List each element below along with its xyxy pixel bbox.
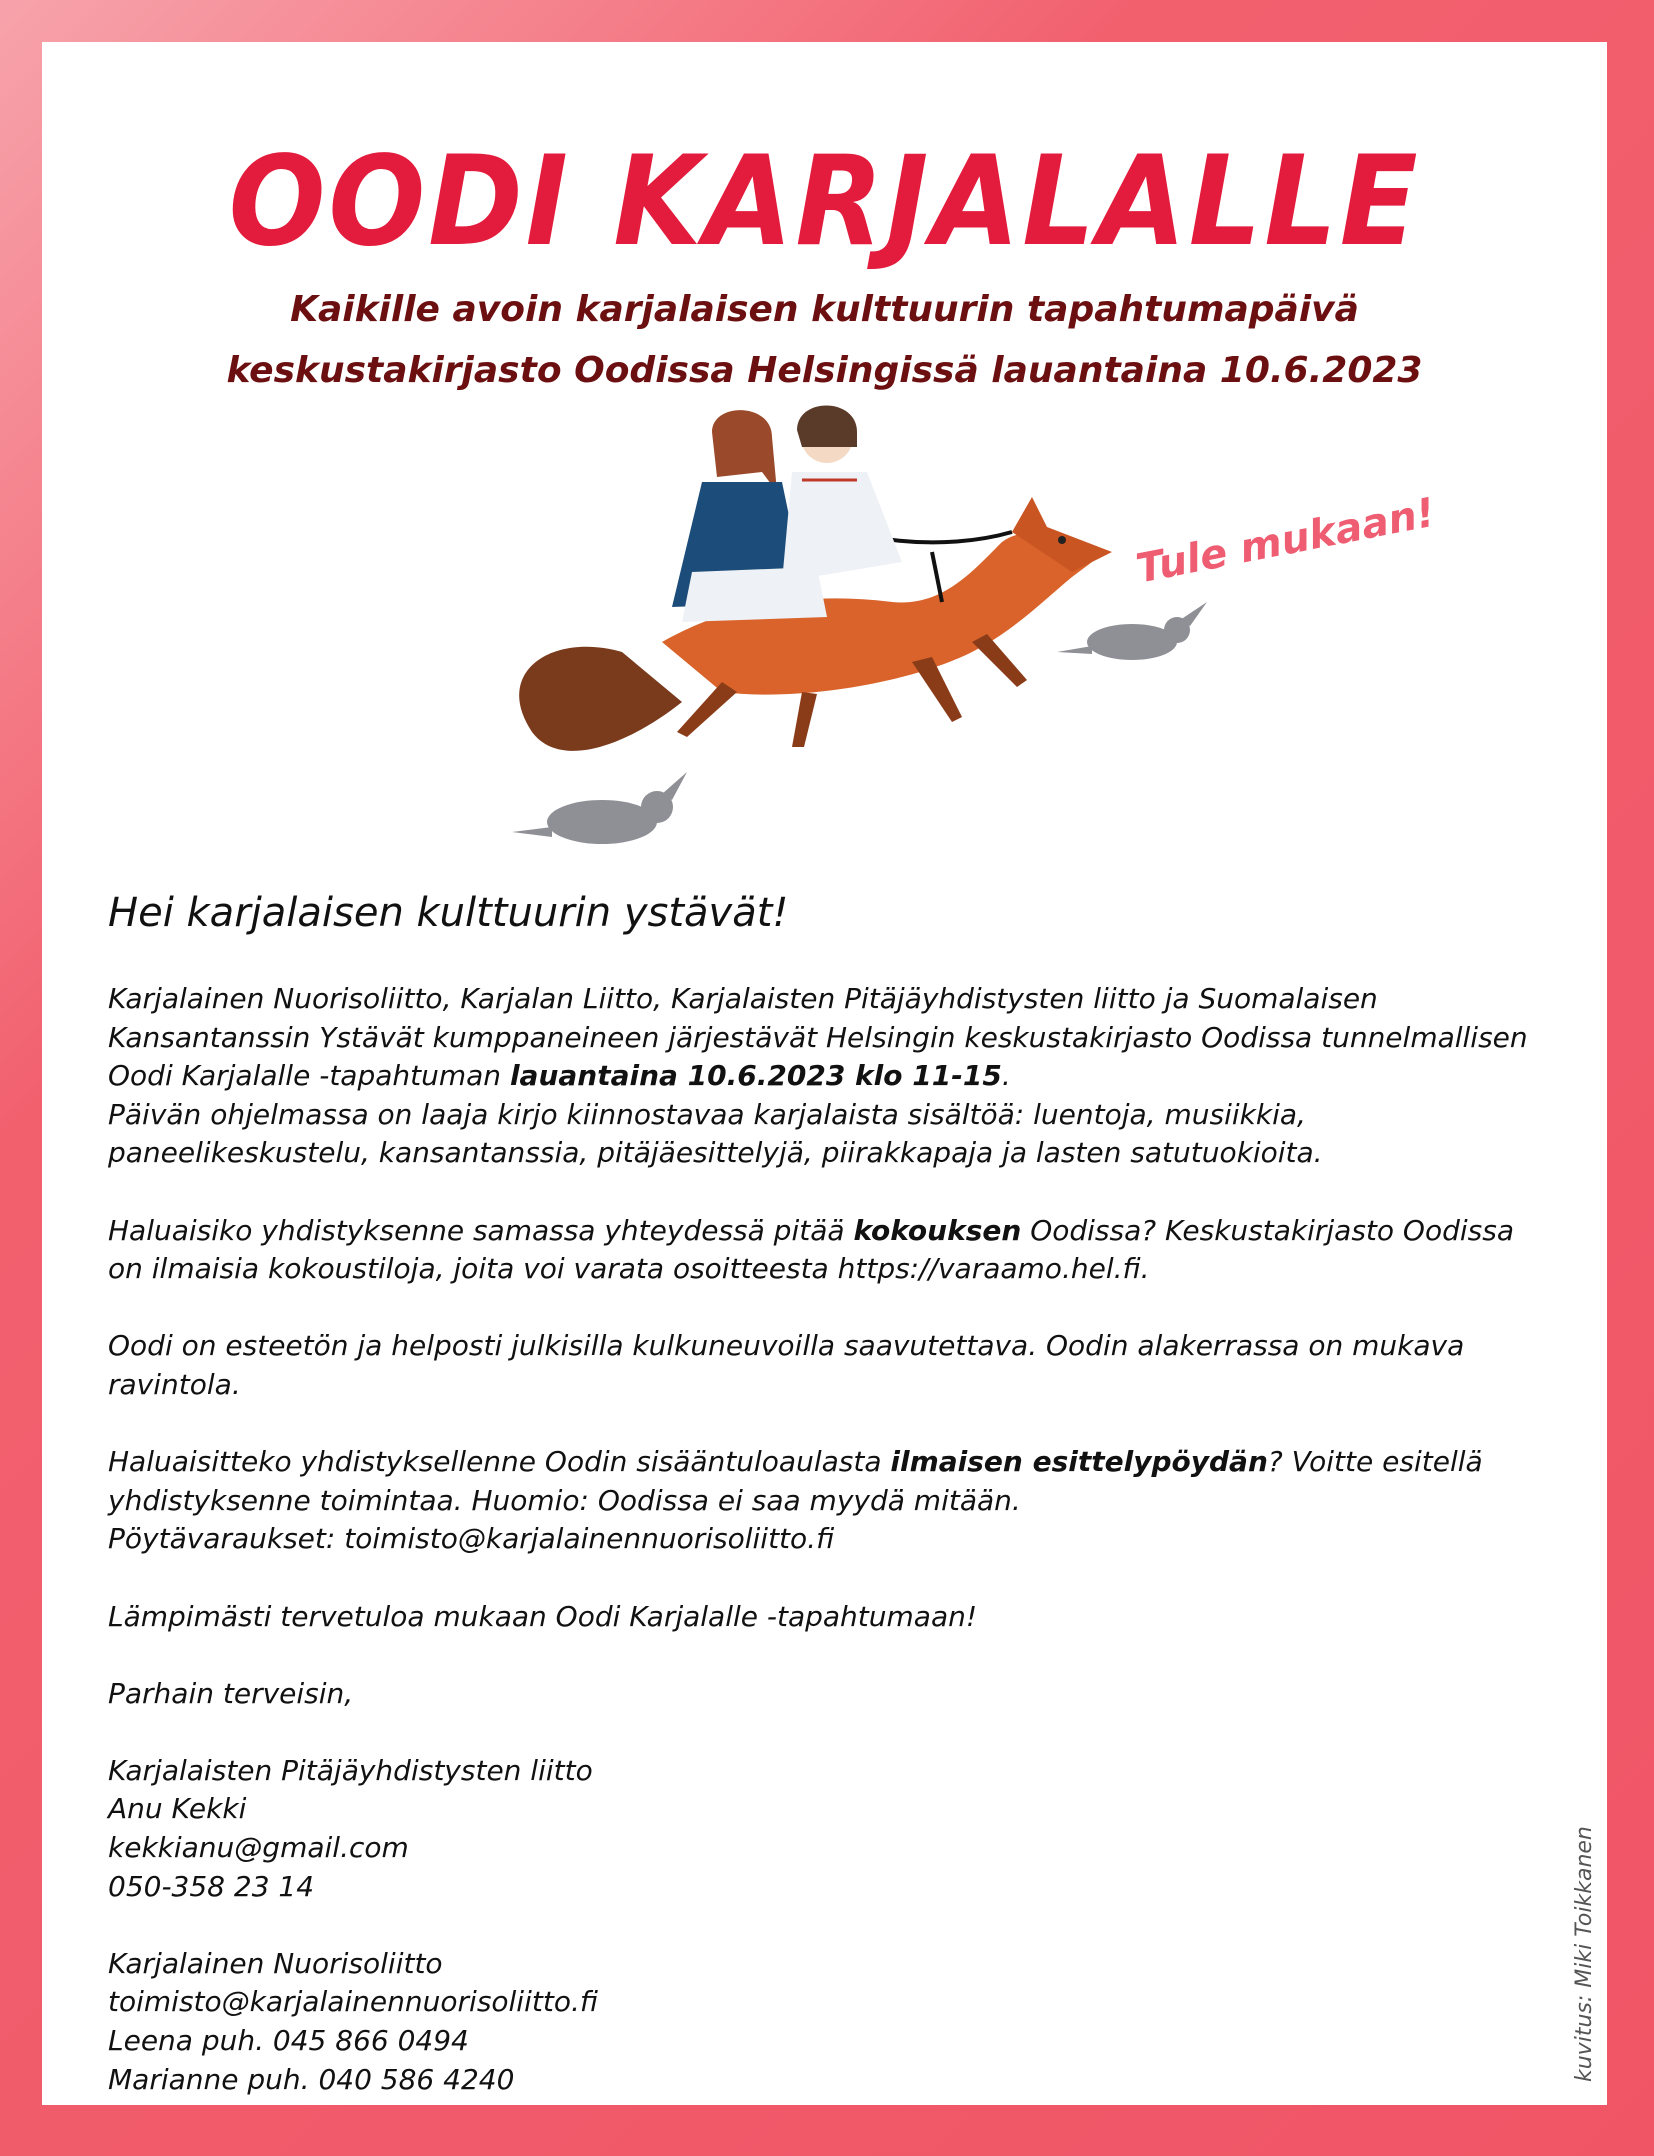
contact1-email: kekkianu@gmail.com	[108, 1831, 409, 1865]
hare-right-icon	[1057, 602, 1207, 660]
contact2-phone-2: Marianne puh. 040 586 4240	[108, 2062, 515, 2096]
hare-left-icon	[512, 772, 687, 844]
contact2-org: Karjalainen Nuorisoliitto	[108, 1946, 443, 1980]
subtitle-line-1: Kaikille avoin karjalaisen kulttuurin tapahtumapäivä	[290, 289, 1359, 330]
tagline: Tule mukaan!	[1132, 489, 1439, 593]
contact2-email: toimisto@karjalainennuorisoliitto.fi	[108, 1985, 598, 2019]
letter-body	[108, 980, 1548, 2099]
paragraph-program: Päivän ohjelmassa on laaja kirjo kiinnostavaa karjalaista sisältöä: luentoja, musiikkia, paneelikeskustelu, kansantanssia, pitäjäesittelyjä, piirakkapaja ja lasten satutuokioita.	[108, 1097, 1323, 1170]
contact2-phone-1: Leena puh. 045 866 0494	[108, 2024, 469, 2058]
fox-tail	[519, 647, 682, 751]
paragraph-meeting: Haluaisiko yhdistyksenne samassa yhteydessä pitää kokouksen Oodissa? Keskustakirjasto Oodissa on ilmaisia kokoustiloja, joita voi varata osoitteesta https://varaamo.hel.fi.	[108, 1213, 1514, 1286]
closing-line: Lämpimästi tervetuloa mukaan Oodi Karjalalle -tapahtumaan!	[108, 1599, 978, 1633]
greeting: Hei karjalaisen kulttuurin ystävät!	[108, 890, 789, 936]
girl-2-dress	[782, 472, 902, 582]
contact1-org: Karjalaisten Pitäjäyhdistysten liitto	[108, 1753, 593, 1787]
illustration-credit: kuvitus: Miki Toikkanen	[1572, 1826, 1597, 2082]
contact1-name: Anu Kekki	[108, 1792, 247, 1826]
girls-riding-fox-icon	[472, 402, 1232, 882]
subtitle-line-2: keskustakirjasto Oodissa Helsingissä lauantaina 10.6.2023	[226, 350, 1423, 391]
event-time: lauantaina 10.6.2023 klo 11-15	[509, 1059, 1002, 1093]
poster-page	[42, 42, 1607, 2105]
paragraph-event: Karjalainen Nuorisoliitto, Karjalan Liitto, Karjalaisten Pitäjäyhdistysten liitto ja Suomalaisen Kansantanssin Ystävät kumppaneineen järjestävät Helsingin keskustakirjasto Oodissa tunnelmallisen Oodi Karjalalle -tapahtuman lauantaina 10.6.2023 klo 11-15.	[108, 982, 1528, 1093]
regards: Parhain terveisin,	[108, 1676, 354, 1710]
contact1-phone: 050-358 23 14	[108, 1869, 315, 1903]
paragraph-accessibility: Oodi on esteetön ja helposti julkisilla kulkuneuvoilla saavutettava. Oodin alakerrassa on mukava ravintola.	[108, 1329, 1465, 1401]
paragraph-table: Haluaisitteko yhdistyksellenne Oodin sisääntuloaulasta ilmaisen esittelypöydän? Voitte esitellä yhdistyksenne toimintaa. Huomio: Oodissa ei saa myydä mitään.	[108, 1445, 1483, 1517]
table-reservations: Pöytävaraukset: toimisto@karjalainennuorisoliitto.fi	[108, 1522, 835, 1556]
poster-title: OODI KARJALALLE	[228, 130, 1421, 274]
